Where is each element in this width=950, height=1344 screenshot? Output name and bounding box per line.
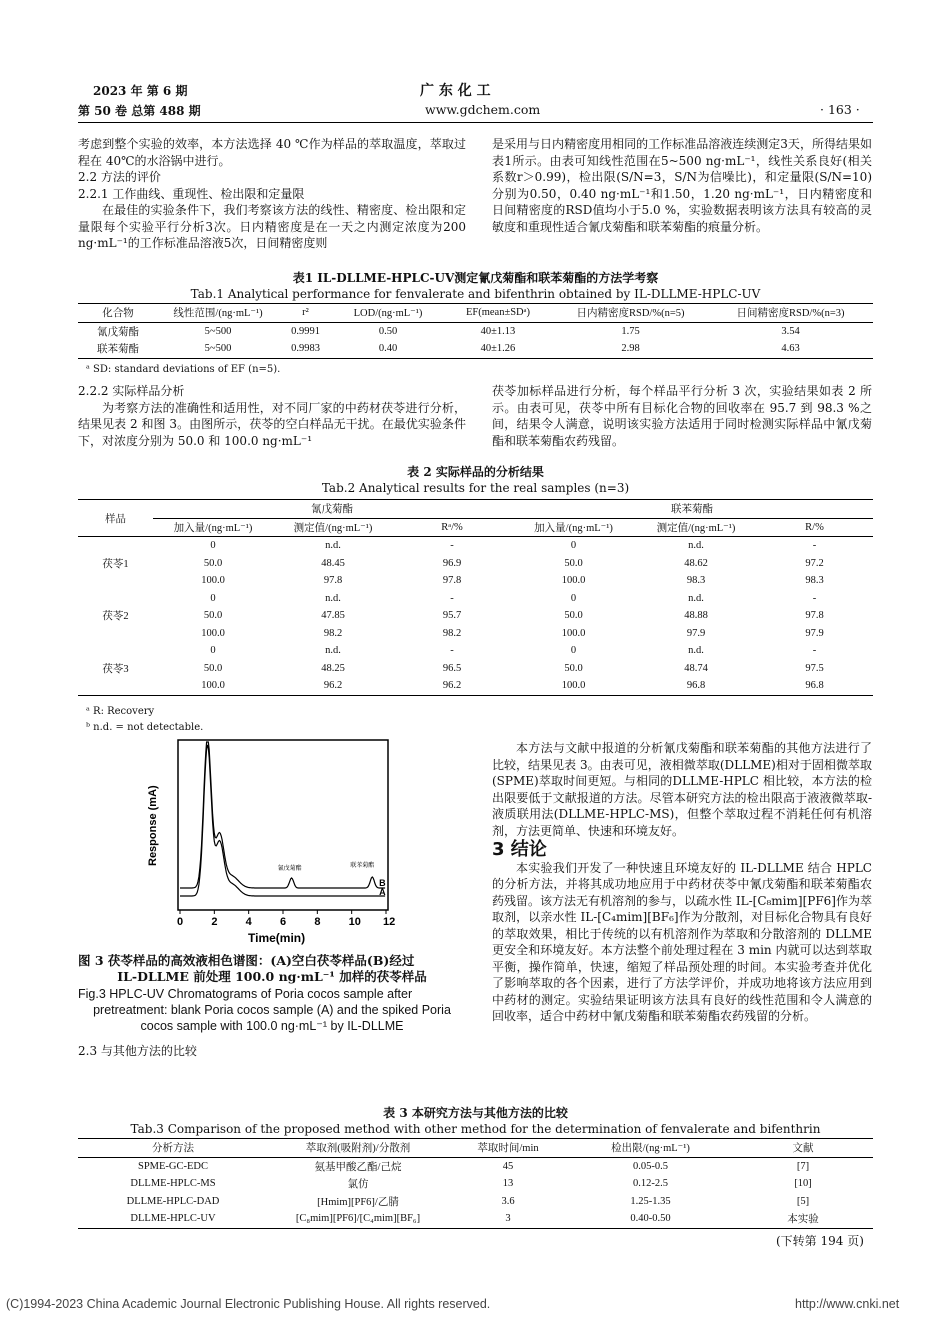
t2-cell: n.d.	[325, 592, 341, 604]
t2-cell: 100.0	[201, 680, 225, 692]
x-tick-label: 10	[348, 916, 361, 928]
t2-cell: 100.0	[201, 627, 225, 639]
t2-cell: 0	[570, 592, 577, 604]
t2-cell: 97.9	[686, 627, 706, 639]
table3-header-row	[78, 1139, 873, 1158]
t1-cell: 5~500	[204, 325, 232, 337]
t2-cell: 97.5	[805, 662, 824, 674]
t2-cell: 50.0	[203, 557, 223, 569]
t3-cell: SPME-GC-EDC	[137, 1160, 208, 1172]
t3-cell: 0.05-0.5	[633, 1160, 668, 1172]
t1-h-lod: LOD/(ng·mL⁻¹)	[353, 307, 423, 319]
table-row	[78, 340, 873, 358]
header-page: · 163 ·	[820, 102, 860, 117]
t2-cell: 95.7	[442, 610, 462, 622]
t2-cell: 96.2	[442, 680, 462, 692]
x-tick-group	[177, 910, 395, 928]
table-row	[78, 590, 873, 608]
continued-note: (下转第 194 页)	[776, 1234, 864, 1248]
table-row	[78, 1193, 873, 1211]
t2-cell: 97.2	[805, 557, 824, 569]
t2-h-r2: R/%	[805, 521, 824, 533]
t2-cell: 100.0	[201, 575, 225, 587]
t2-cell: 50.0	[564, 557, 583, 569]
t2-cell: 47.85	[321, 610, 345, 622]
t2-h-group1: 氰戊菊酯	[153, 500, 511, 519]
t3-cell: DLLME-HPLC-DAD	[126, 1195, 220, 1207]
y-axis-label: Response (mA)	[147, 785, 159, 866]
x-axis-label: Time(min)	[248, 931, 306, 945]
table-row	[78, 660, 873, 678]
t1-cell: 4.63	[781, 343, 800, 355]
t2-cell: 0	[210, 540, 216, 552]
table1-header-row	[78, 304, 873, 323]
t3-cell: 3	[505, 1213, 511, 1225]
section-2-2: 2.2 方法的评价	[78, 170, 161, 184]
t3-cell: 本实验	[787, 1214, 819, 1226]
t2-cell: 0	[210, 592, 216, 604]
header-url: www.gdchem.com	[425, 102, 541, 117]
table2-subheader-row	[78, 518, 873, 537]
t2-cell: 100.0	[561, 680, 586, 692]
t2-cell: -	[812, 592, 817, 604]
header-issue: 2023 年 第 6 期	[93, 84, 188, 98]
t3-cell: 13	[502, 1178, 514, 1190]
t1-h-intraday: 日内精密度RSD/%(n=5)	[576, 308, 685, 320]
t2-cell: 50.0	[203, 610, 223, 622]
t2-cell: 48.88	[684, 610, 708, 622]
table-row	[78, 572, 873, 590]
paragraph-2-2-2-left: 为考察方法的准确性和适用性，对不同厂家的中药材茯苓进行分析，结果见表 2 和图 3。由图所示，茯苓的空白样品无干扰。在最优实验条件下，对浓度分别为 50.0 和 100.0 ng·mL⁻¹	[78, 400, 466, 448]
table2-title-cn: 表 2 实际样品的分析结果	[407, 465, 544, 479]
t2-cell: 97.9	[805, 627, 824, 639]
table-row	[78, 642, 873, 660]
x-tick-label: 2	[211, 916, 218, 928]
t3-cell: [Hmim][PF6]/乙腈	[317, 1196, 399, 1208]
paragraph-2-2-1: 在最佳的实验条件下，我们考察该方法的线性、精密度、检出限和定量限每个实验平行分析3次。日内精密度是在一天之内测定浓度为200 ng·mL⁻¹的工作标准品溶液5次，日间精密度则	[78, 203, 466, 250]
t3-h-lod: 检出限/(ng·mL⁻¹)	[611, 1143, 690, 1155]
table-row	[78, 555, 873, 573]
t2-cell: 100.0	[561, 627, 586, 639]
section-2-2-2: 2.2.2 实际样品分析	[78, 384, 185, 398]
t3-cell: DLLME-HPLC-UV	[130, 1213, 216, 1225]
t2-cell: 0	[570, 645, 577, 657]
t2-cell: 50.0	[203, 662, 223, 674]
t2-cell: -	[450, 592, 454, 604]
t1-h-ef: EF(mean±SDᵃ)	[465, 307, 531, 319]
table3-title-en: Tab.3 Comparison of the proposed method with other method for the determination of fenvalerate and bifenthrin	[130, 1122, 821, 1136]
table2-title-en: Tab.2 Analytical results for the real samples (n=3)	[321, 481, 630, 495]
x-tick-label: 6	[280, 916, 287, 928]
x-tick-label: 4	[245, 916, 252, 928]
table-row	[78, 537, 873, 555]
t1-cell: 40±1.26	[480, 343, 516, 355]
peak-label-fenvalerate: 氰戊菊酯	[277, 866, 302, 872]
table1-note: ᵃ SD: standard deviations of EF (n=5).	[86, 364, 281, 375]
t2-cell: n.d.	[325, 645, 341, 657]
t3-cell: 3.6	[501, 1195, 515, 1207]
section-2-3: 2.3 与其他方法的比较	[78, 1044, 197, 1058]
t3-cell: DLLME-HPLC-MS	[130, 1178, 216, 1190]
t1-cell: 0.9991	[291, 325, 320, 337]
t1-cell: 3.54	[781, 325, 800, 337]
t2-cell: 97.8	[323, 575, 343, 587]
t1-cell: 1.75	[621, 325, 640, 337]
trace-label-a: A	[379, 887, 386, 897]
table-row	[78, 322, 873, 340]
t1-cell: 40±1.13	[480, 325, 516, 337]
intro-paragraph: 考虑到整个实验的效率，本方法选择 40 ℃作为样品的萃取温度，萃取过程在 40℃的水浴锅中进行。	[78, 137, 466, 168]
t1-cell: 联苯菊酯	[97, 344, 139, 356]
t2-cell: 96.9	[442, 557, 462, 569]
t2-cell: 0	[210, 645, 216, 657]
paragraph-2-2-2-right: 茯苓加标样品进行分析，每个样品平行分析 3 次，实验结果如表 2 所示。由表可见，茯苓中所有目标化合物的回收率在 95.7 到 98.3 %之间，结果令人满意，说明该实验方法适用于同时检测实际样品中氰戊菊酯和联苯菊酯农药残留。	[492, 384, 872, 448]
t3-cell: 氨基甲酸乙酯/己烷	[314, 1161, 402, 1173]
table-row	[78, 1157, 873, 1175]
t1-h-range: 线性范围/(ng·mL⁻¹)	[173, 308, 263, 320]
fig3-caption-en-2: pretreatment: blank Poria cocos sample (A) and the spiked Poria	[93, 1003, 451, 1017]
t3-h-ref: 文献	[792, 1143, 814, 1155]
t2-cell: 98.3	[805, 575, 824, 587]
section-2-2-1: 2.2.1 工作曲线、重现性、检出限和定量限	[78, 186, 305, 201]
t2-cell: 50.0	[564, 610, 583, 622]
paragraph-compare: 本方法与文献中报道的分析氰戊菊酯和联苯菊酯的其他方法进行了比较，结果见表 3。由表可见，液相微萃取(DLLME)相对于固相微萃取(SPME)萃取时间更短。与相同的DLLME-HPLC 相比较，本方法的检出限要低于文献报道的方法。尽管本研究方法的检出限高于液液微萃取-液质联用法(DLLME-HPLC-MS)，但整个萃取过程不消耗任何有机溶剂，方法更简单、快速和环境友好。	[492, 741, 872, 838]
t1-h-interday: 日间精密度RSD/%(n=3)	[736, 308, 845, 320]
t2-cell: 96.5	[442, 662, 462, 674]
t2-cell: n.d.	[688, 540, 704, 552]
t2-cell: 48.62	[684, 557, 708, 569]
fig3-caption-en-3: cocos sample with 100.0 ng·mL⁻¹ by IL-DLLME	[140, 1019, 404, 1033]
t2-cell: 98.3	[686, 575, 706, 587]
t2-cell: -	[812, 645, 817, 657]
t3-cell: [5]	[796, 1195, 810, 1207]
table2-group-row	[78, 500, 873, 519]
paragraph-conclusion: 本实验我们开发了一种快速且环境友好的 IL-DLLME 结合 HPLC 的分析方法，并将其成功地应用于中药材茯苓中氰戊菊酯和联苯菊酯农药残留。该方法无有机溶剂的参与，以疏水性 IL-[C₈mim][PF6]作为萃取剂，以亲水性 IL-[C₄mim][BF₆]作为分散剂，对目标化合物具有良好的萃取效果，相比于传统的以有机溶剂作为萃取和分散溶剂的 DLLME 更安全和环境友好。本方法整个前处理过程在 3 min 内就可以达到萃取平衡，操作简单，快速，缩短了样品预处理的时间。本实验考查并优化了影响萃取的各个因素，进行了方法学评价，并成功地将该方法应用到中药材的测定。实验结果证明该方法具有良好的线性范围和令人满意的回收率，适合中药材中氰戊菊酯和联苯菊酯农药残留的分析。	[492, 860, 872, 1023]
t3-cell: 1.25-1.35	[630, 1195, 671, 1207]
t3-cell: 45	[502, 1160, 514, 1172]
t2-h-add1: 加入量/(ng·mL⁻¹)	[173, 522, 253, 534]
t3-h-extractant: 萃取剂(吸附剂)/分散剂	[305, 1143, 411, 1155]
fig3-caption-cn-2: IL-DLLME 前处理 100.0 ng·mL⁻¹ 加样的茯苓样品	[117, 969, 427, 984]
t1-cell: 0.40	[378, 343, 398, 355]
right-top-text	[492, 136, 872, 235]
t2-sample-name: 茯苓1	[102, 558, 129, 570]
t2-cell: 98.2	[442, 627, 462, 639]
x-tick-label: 8	[314, 916, 321, 928]
t1-cell: 0.9983	[291, 343, 320, 355]
footer-copyright: (C)1994-2023 China Academic Journal Electronic Publishing House. All rights reserved.	[6, 1297, 491, 1311]
t3-cell: 0.40-0.50	[630, 1213, 671, 1225]
t2-cell: n.d.	[325, 540, 341, 552]
left-2-2-2-text	[78, 383, 466, 449]
table-row	[78, 1210, 873, 1228]
table-row	[78, 625, 873, 643]
table2-note-a: ᵃ R: Recovery	[86, 706, 155, 717]
t2-cell: 100.0	[561, 575, 586, 587]
header-volume: 第 50 卷 总第 488 期	[78, 104, 201, 118]
t2-cell: -	[812, 540, 817, 552]
t2-cell: 97.8	[805, 610, 824, 622]
t2-cell: 96.2	[323, 680, 343, 692]
t2-cell: 48.45	[321, 557, 345, 569]
t2-cell: 97.8	[442, 575, 462, 587]
t2-h-meas1: 测定值/(ng·mL⁻¹)	[293, 522, 373, 534]
x-tick-label: 12	[383, 916, 396, 928]
t2-cell: n.d.	[688, 645, 704, 657]
t1-cell: 0.50	[378, 325, 398, 337]
left-top-text	[78, 136, 466, 252]
t2-h-group2: 联苯菊酯	[511, 500, 873, 519]
table1-title-cn: 表1 IL-DLLME-HPLC-UV测定氰戊菊酯和联苯菊酯的方法学考察	[292, 271, 659, 285]
t2-h-meas2: 测定值/(ng·mL⁻¹)	[656, 522, 736, 534]
t3-cell: 0.12-2.5	[633, 1178, 668, 1190]
t2-h-r1: Rᵃ/%	[441, 521, 463, 533]
table2-note-b: ᵇ n.d. = not detectable.	[86, 722, 204, 733]
figure3-chromatogram	[140, 738, 400, 948]
trace-label-b: B	[379, 878, 386, 888]
t2-cell: 48.74	[684, 662, 708, 674]
section-3: 3 结论	[492, 839, 547, 860]
t3-cell: [7]	[796, 1160, 810, 1172]
t2-cell: 48.25	[321, 662, 345, 674]
t1-cell: 2.98	[621, 343, 640, 355]
t3-h-method: 分析方法	[152, 1143, 194, 1155]
t1-h-r2: r²	[302, 307, 309, 319]
t3-cell: 氯仿	[347, 1179, 369, 1191]
table-row	[78, 677, 873, 695]
peak-label-bifenthrin: 联苯菊酯	[350, 863, 375, 869]
paragraph-precision: 是采用与日内精密度用相同的工作标准品溶液连续测定3天，所得结果如表1所示。由表可知线性范围在5~500 ng·mL⁻¹，线性关系良好(相关系数r＞0.99)，检出限(S/N=3，S/N为信噪比)，和定量限(S/N=10)分别为0.50，0.40 ng·mL⁻¹和1.50，1.20 ng·mL⁻¹，日内精密度和日间精密度的RSD值均小于5.0 %，实验数据表明该方法具有较高的灵敏度和重现性适合氰戊菊酯和联苯菊酯的痕量分析。	[492, 137, 872, 234]
t1-cell: 5~500	[204, 343, 232, 355]
table1	[78, 303, 873, 359]
t1-h-compound: 化合物	[102, 308, 134, 320]
x-tick-label: 0	[177, 916, 184, 928]
t2-h-sample: 样品	[78, 500, 153, 537]
t2-h-add2: 加入量/(ng·mL⁻¹)	[534, 522, 613, 534]
table2	[78, 499, 873, 696]
table1-title-en: Tab.1 Analytical performance for fenvalerate and bifenthrin obtained by IL-DLLME-HPLC-UV	[190, 287, 761, 301]
t2-cell: 50.0	[564, 662, 583, 674]
fig3-caption-en-1: Fig.3 HPLC-UV Chromatograms of Poria cocos sample after	[78, 987, 413, 1001]
fig3-caption-cn-1: 图 3 茯苓样品的高效液相色谱图：(A)空白茯苓样品(B)经过	[78, 953, 415, 968]
t2-cell: 98.2	[323, 627, 343, 639]
t2-sample-name: 茯苓3	[78, 642, 153, 695]
header-rule	[78, 122, 873, 123]
t1-cell: 氰戊菊酯	[97, 326, 139, 338]
header-journal: 广 东 化 工	[420, 83, 491, 99]
right-bottom-text	[492, 740, 872, 1025]
t2-cell: -	[450, 540, 454, 552]
t2-cell: 0	[570, 540, 577, 552]
t2-cell: 96.8	[805, 680, 824, 692]
footer-link[interactable]: http://www.cnki.net	[795, 1297, 900, 1311]
table-row	[78, 1175, 873, 1193]
t2-sample-name: 茯苓2	[102, 611, 129, 623]
t3-cell: [C₈mim][PF6]/[C₄mim][BF₆]	[295, 1213, 421, 1225]
table3	[78, 1138, 873, 1229]
right-2-2-2-text	[492, 383, 872, 449]
table3-title-cn: 表 3 本研究方法与其他方法的比较	[383, 1106, 568, 1120]
t3-cell: [10]	[794, 1178, 812, 1190]
table-row	[78, 607, 873, 625]
t2-cell: 96.8	[686, 680, 706, 692]
t2-cell: n.d.	[688, 592, 704, 604]
t3-h-time: 萃取时间/min	[477, 1143, 539, 1155]
t2-cell: -	[450, 645, 454, 657]
